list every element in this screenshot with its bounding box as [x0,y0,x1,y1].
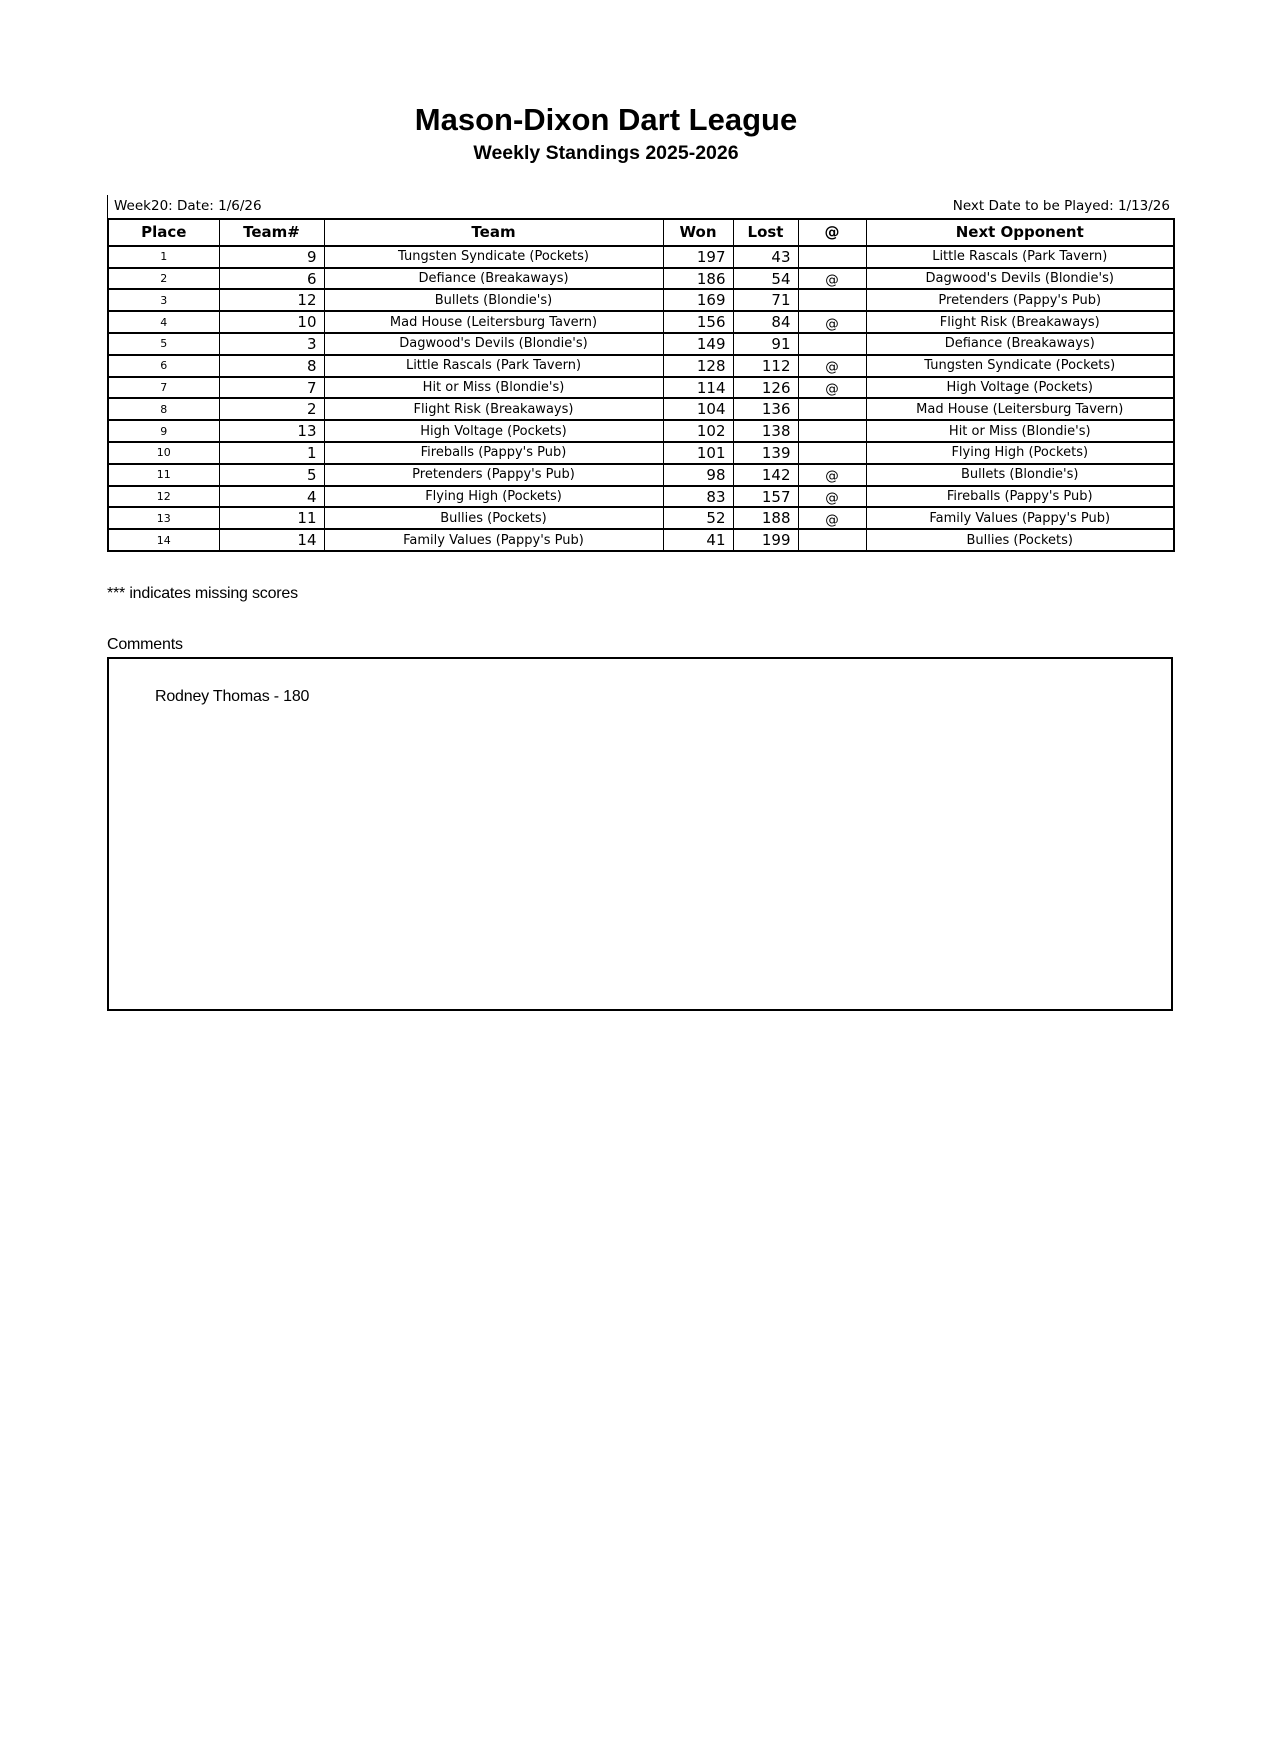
cell-won: 186 [663,268,733,290]
cell-team: Bullies (Pockets) [324,507,663,529]
missing-scores-footnote: *** indicates missing scores [107,584,298,602]
cell-team: Fireballs (Pappy's Pub) [324,442,663,464]
col-header-lost: Lost [733,219,798,246]
table-row [108,333,1174,355]
cell-team: Defiance (Breakaways) [324,268,663,290]
cell-at [798,246,866,268]
table-row [108,268,1174,290]
cell-place: 9 [108,420,219,442]
table-row [108,464,1174,486]
cell-won: 101 [663,442,733,464]
cell-lost: 71 [733,289,798,311]
cell-team-number: 13 [219,420,324,442]
comments-label: Comments [107,635,183,653]
table-row [108,246,1174,268]
cell-won: 149 [663,333,733,355]
cell-at: @ [798,377,866,399]
cell-at: @ [798,507,866,529]
cell-team: Pretenders (Pappy's Pub) [324,464,663,486]
cell-next-opponent: Bullies (Pockets) [866,529,1174,551]
cell-team: Bullets (Blondie's) [324,289,663,311]
comment-entry: Rodney Thomas - 180 [155,687,310,705]
table-row [108,311,1174,333]
cell-next-opponent: Dagwood's Devils (Blondie's) [866,268,1174,290]
cell-team-number: 9 [219,246,324,268]
cell-won: 102 [663,420,733,442]
cell-next-opponent: High Voltage (Pockets) [866,377,1174,399]
cell-lost: 139 [733,442,798,464]
cell-place: 13 [108,507,219,529]
cell-lost: 138 [733,420,798,442]
cell-won: 128 [663,355,733,377]
cell-team-number: 5 [219,464,324,486]
cell-team-number: 1 [219,442,324,464]
cell-team-number: 6 [219,268,324,290]
cell-won: 52 [663,507,733,529]
cell-next-opponent: Flight Risk (Breakaways) [866,311,1174,333]
cell-team: Mad House (Leitersburg Tavern) [324,311,663,333]
header-row [108,219,1174,246]
cell-lost: 188 [733,507,798,529]
cell-lost: 136 [733,398,798,420]
cell-place: 4 [108,311,219,333]
cell-place: 8 [108,398,219,420]
cell-lost: 91 [733,333,798,355]
cell-at: @ [798,486,866,508]
cell-team: Dagwood's Devils (Blondie's) [324,333,663,355]
cell-won: 197 [663,246,733,268]
cell-team-number: 14 [219,529,324,551]
cell-place: 6 [108,355,219,377]
cell-place: 12 [108,486,219,508]
cell-team: High Voltage (Pockets) [324,420,663,442]
cell-team: Flight Risk (Breakaways) [324,398,663,420]
cell-at [798,398,866,420]
next-date-label: Next Date to be Played: 1/13/26 [952,197,1170,214]
standings-table [107,218,1175,552]
cell-at [798,289,866,311]
col-header-at: @ [798,219,866,246]
cell-team: Flying High (Pockets) [324,486,663,508]
title-block [0,102,1212,165]
cell-next-opponent: Family Values (Pappy's Pub) [866,507,1174,529]
page-subtitle: Weekly Standings 2025-2026 [473,141,739,164]
standings-header [108,219,1174,246]
cell-at: @ [798,355,866,377]
cell-team-number: 12 [219,289,324,311]
cell-won: 41 [663,529,733,551]
cell-next-opponent: Hit or Miss (Blondie's) [866,420,1174,442]
cell-team-number: 8 [219,355,324,377]
cell-place: 5 [108,333,219,355]
cell-lost: 142 [733,464,798,486]
cell-at: @ [798,464,866,486]
table-row [108,377,1174,399]
col-header-place: Place [108,219,219,246]
cell-place: 2 [108,268,219,290]
cell-team-number: 11 [219,507,324,529]
cell-place: 7 [108,377,219,399]
cell-at: @ [798,268,866,290]
cell-next-opponent: Little Rascals (Park Tavern) [866,246,1174,268]
cell-next-opponent: Flying High (Pockets) [866,442,1174,464]
cell-at [798,529,866,551]
table-row [108,355,1174,377]
cell-next-opponent: Tungsten Syndicate (Pockets) [866,355,1174,377]
cell-won: 114 [663,377,733,399]
content-area [107,195,1173,1011]
cell-won: 104 [663,398,733,420]
cell-at [798,333,866,355]
table-row [108,507,1174,529]
cell-place: 3 [108,289,219,311]
cell-team: Hit or Miss (Blondie's) [324,377,663,399]
comments-box [107,657,1173,1011]
cell-place: 10 [108,442,219,464]
col-header-won: Won [663,219,733,246]
cell-lost: 112 [733,355,798,377]
cell-next-opponent: Bullets (Blondie's) [866,464,1174,486]
col-header-next-opponent: Next Opponent [866,219,1174,246]
cell-at [798,442,866,464]
cell-place: 1 [108,246,219,268]
table-row [108,442,1174,464]
cell-team: Little Rascals (Park Tavern) [324,355,663,377]
standings-body [108,246,1174,551]
cell-won: 98 [663,464,733,486]
col-header-team-number: Team# [219,219,324,246]
cell-team-number: 7 [219,377,324,399]
cell-team: Family Values (Pappy's Pub) [324,529,663,551]
week-date-label: Week20: Date: 1/6/26 [114,197,262,214]
cell-next-opponent: Pretenders (Pappy's Pub) [866,289,1174,311]
cell-team-number: 2 [219,398,324,420]
cell-next-opponent: Defiance (Breakaways) [866,333,1174,355]
cell-next-opponent: Fireballs (Pappy's Pub) [866,486,1174,508]
col-header-team: Team [324,219,663,246]
cell-team-number: 4 [219,486,324,508]
cell-lost: 199 [733,529,798,551]
table-row [108,398,1174,420]
cell-team: Tungsten Syndicate (Pockets) [324,246,663,268]
cell-won: 156 [663,311,733,333]
cell-place: 11 [108,464,219,486]
table-row [108,289,1174,311]
cell-lost: 157 [733,486,798,508]
table-row [108,420,1174,442]
cell-next-opponent: Mad House (Leitersburg Tavern) [866,398,1174,420]
cell-place: 14 [108,529,219,551]
cell-lost: 43 [733,246,798,268]
standings-document [0,102,1275,1752]
cell-at: @ [798,311,866,333]
table-row [108,486,1174,508]
cell-team-number: 3 [219,333,324,355]
cell-at [798,420,866,442]
info-bar [107,195,1173,218]
cell-team-number: 10 [219,311,324,333]
cell-lost: 54 [733,268,798,290]
page-title: Mason-Dixon Dart League [414,102,798,137]
table-row [108,529,1174,551]
cell-won: 83 [663,486,733,508]
cell-lost: 84 [733,311,798,333]
cell-lost: 126 [733,377,798,399]
cell-won: 169 [663,289,733,311]
